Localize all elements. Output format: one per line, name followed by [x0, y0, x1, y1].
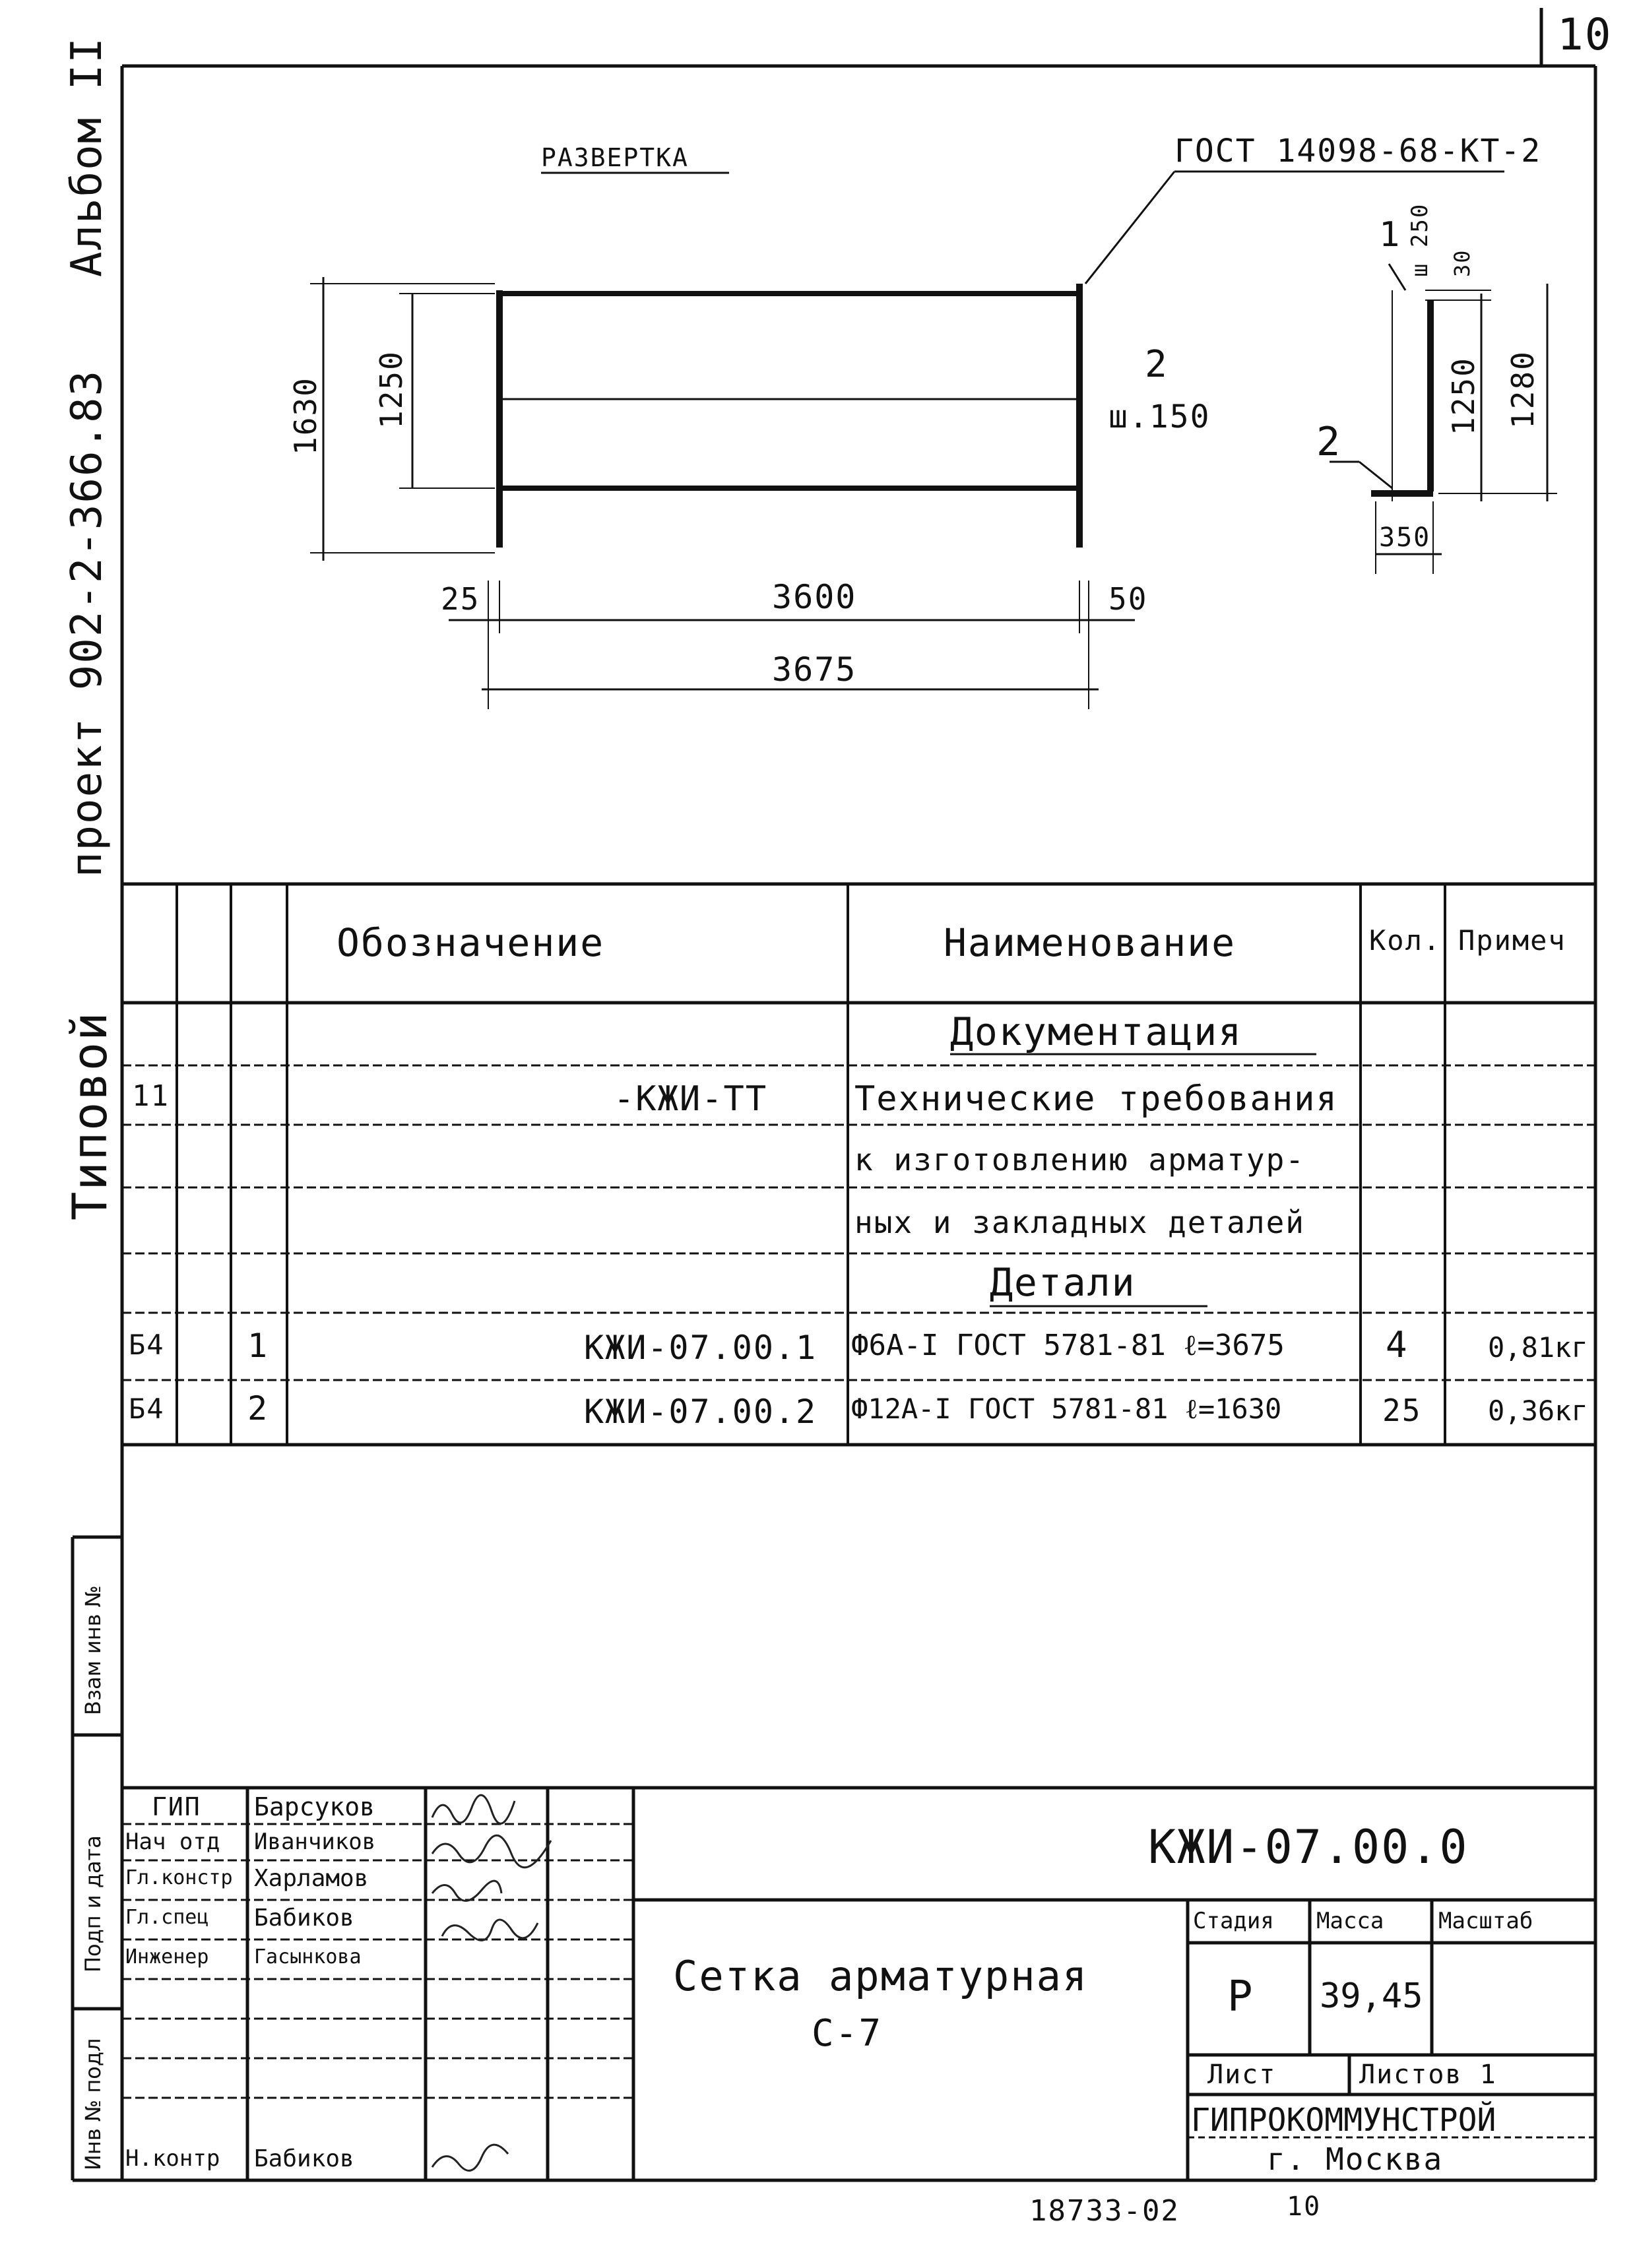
- dim-3675: 3675: [772, 650, 857, 689]
- mass-label: Масса: [1316, 1908, 1384, 1934]
- row-4-name: Детали: [990, 1260, 1136, 1305]
- tb-name-7: Бабиков: [254, 2145, 354, 2172]
- tb-role-3: Гл.спец: [125, 1906, 209, 1929]
- section-dim-30: 30: [1450, 249, 1475, 277]
- pos2-label: 2: [1145, 343, 1169, 386]
- row-1-designation: -КЖИ-ТТ: [614, 1079, 768, 1119]
- dim-50: 50: [1108, 581, 1148, 617]
- section-pos2: 2: [1316, 419, 1342, 465]
- section-dim-1280: 1280: [1505, 350, 1541, 429]
- row-6-designation: КЖИ-07.00.2: [584, 1393, 818, 1431]
- header-qty: Кол.: [1369, 924, 1442, 957]
- row-5-qty: 4: [1386, 1324, 1409, 1366]
- typical-label: Типовой: [62, 1011, 117, 1220]
- project-label: проект 902-2-366.83: [63, 369, 112, 877]
- tb-name-2: Харламов: [254, 1865, 369, 1892]
- row-2-name: к изготовлению арматур-: [854, 1142, 1305, 1178]
- row-5-fmt: Б4: [129, 1329, 165, 1361]
- row-0-name: Документация: [950, 1009, 1243, 1054]
- doc-code: КЖИ-07.00.0: [1148, 1820, 1469, 1874]
- item-title-2: С-7: [812, 2012, 883, 2055]
- tb-name-0: Барсуков: [254, 1792, 375, 1821]
- dim-3600: 3600: [772, 578, 857, 616]
- dim-25: 25: [441, 581, 480, 617]
- stamp-replacement-inv: Взам инв №: [80, 1585, 106, 1715]
- stage-label: Стадия: [1193, 1908, 1274, 1934]
- section-pos1: 1: [1379, 215, 1401, 255]
- row-6-qty: 25: [1382, 1393, 1422, 1428]
- row-5-name: Ф6А-I ГОСТ 5781-81 ℓ=3675: [851, 1329, 1285, 1362]
- footer-number: 18733-02: [1029, 2194, 1180, 2228]
- org-city: г. Москва: [1267, 2141, 1444, 2177]
- tb-role-7: Н.контр: [125, 2145, 220, 2172]
- row-6-name: Ф12А-I ГОСТ 5781-81 ℓ=1630: [851, 1393, 1282, 1425]
- tb-role-2: Гл.констр: [125, 1866, 233, 1889]
- dim-1250: 1250: [373, 350, 409, 429]
- org-name: ГИПРОКОММУНСТРОЙ: [1191, 2102, 1496, 2139]
- section-dim-1250: 1250: [1446, 357, 1481, 435]
- album-label: Альбом II: [63, 36, 112, 277]
- item-title-1: Сетка арматурная: [673, 1952, 1089, 2000]
- row-1-name: Технические требования: [854, 1079, 1338, 1119]
- row-3-name: ных и закладных деталей: [854, 1205, 1305, 1240]
- gost-callout: ГОСТ 14098-68-КТ-2: [1174, 133, 1542, 170]
- header-name: Наименование: [944, 920, 1236, 965]
- dim-1630: 1630: [288, 377, 323, 455]
- tb-role-1: Нач отд: [125, 1829, 220, 1855]
- stamp-sign-date: Подп и дата: [80, 1835, 106, 1972]
- stamp-original-inv: Инв № подл: [80, 2038, 106, 2170]
- row-6-pos: 2: [247, 1389, 269, 1428]
- tb-name-4: Гасынкова: [254, 1945, 362, 1969]
- row-1-fmt: 11: [132, 1079, 170, 1113]
- drawing-title: РАЗВЕРТКА: [541, 143, 689, 172]
- sheet-label: Лист: [1207, 2060, 1277, 2090]
- sheets-label: Листов 1: [1359, 2060, 1497, 2090]
- footer-page: 10: [1287, 2191, 1322, 2222]
- row-5-note: 0,81кг: [1488, 1331, 1588, 1364]
- row-6-note: 0,36кг: [1488, 1395, 1588, 1427]
- row-5-pos: 1: [247, 1327, 269, 1365]
- header-designation: Обозначение: [337, 920, 605, 965]
- header-note: Примеч: [1458, 924, 1566, 957]
- tb-name-1: Иванчиков: [254, 1829, 376, 1855]
- stage-value: Р: [1227, 1972, 1254, 2021]
- sheet-corner-number: 10: [1557, 9, 1613, 60]
- pos2-step: ш.150: [1108, 398, 1211, 435]
- section-step: ш 250: [1407, 203, 1433, 277]
- mass-value: 39,45: [1320, 1976, 1423, 2016]
- section-dim-350: 350: [1379, 522, 1431, 553]
- row-6-fmt: Б4: [129, 1393, 165, 1425]
- tb-role-4: Инженер: [125, 1945, 209, 1969]
- scale-label: Масштаб: [1438, 1908, 1533, 1934]
- row-5-designation: КЖИ-07.00.1: [584, 1329, 818, 1367]
- tb-name-3: Бабиков: [254, 1905, 354, 1932]
- tb-role-0: ГИП: [152, 1792, 201, 1821]
